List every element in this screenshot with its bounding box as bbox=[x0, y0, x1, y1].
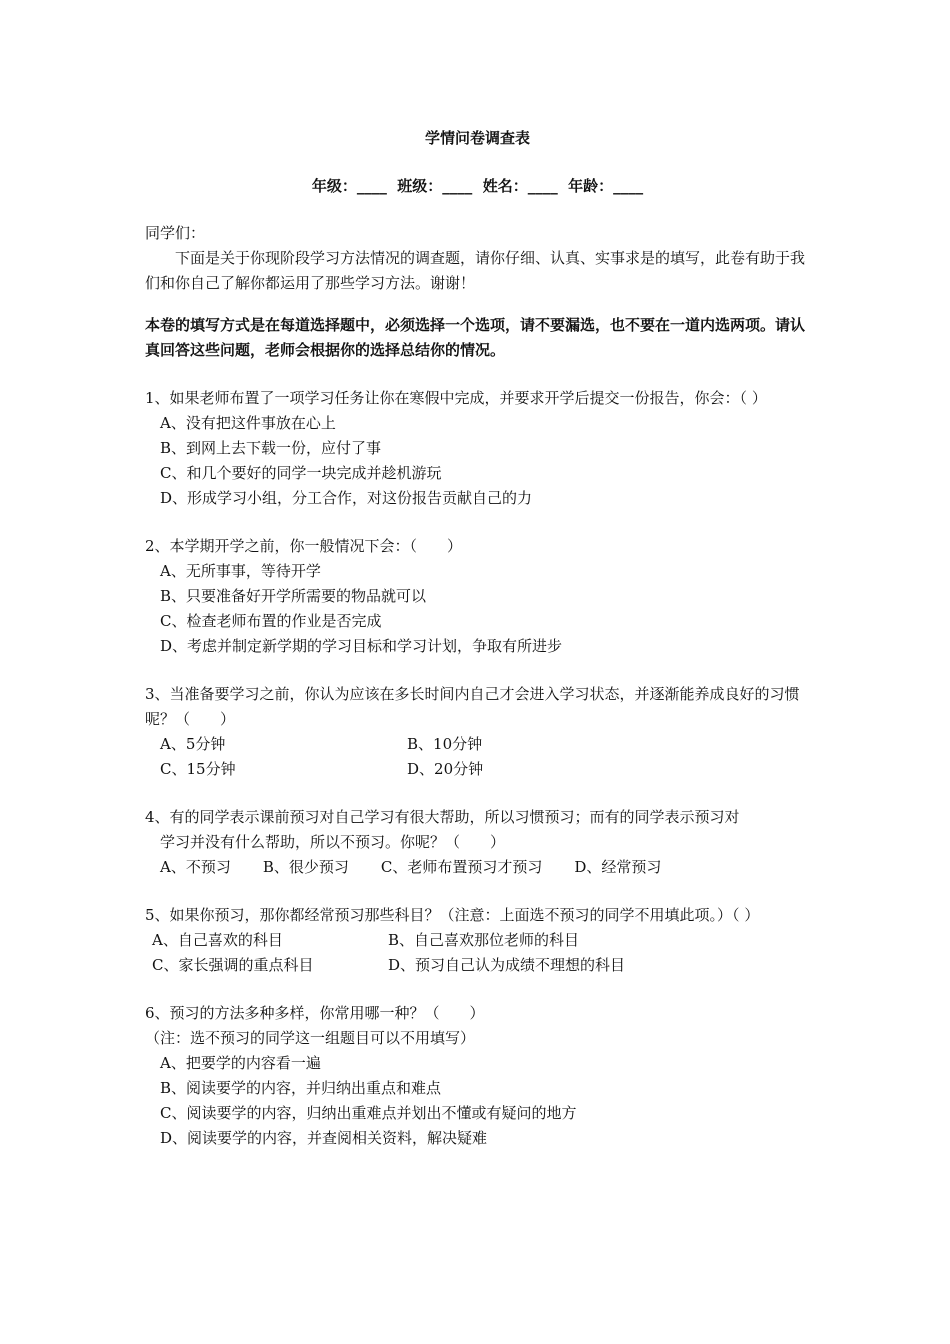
option-c: C、家长强调的重点科目 bbox=[152, 956, 314, 974]
options-row bbox=[145, 855, 810, 880]
question-text: 1、如果老师布置了一项学习任务让你在寒假中完成，并要求开学后提交一份报告，你会：（ ） bbox=[145, 389, 767, 407]
question-5 bbox=[145, 903, 810, 978]
intro-paragraph: 下面是关于你现阶段学习方法情况的调查题，请你仔细、认真、实事求是的填写，此卷有助于我们和你自己了解你都运用了那些学习方法。谢谢！ bbox=[145, 249, 806, 292]
option-b: B、10分钟 bbox=[407, 735, 483, 753]
question-text: 2、本学期开学之前，你一般情况下会：（ ） bbox=[145, 537, 463, 555]
question-2 bbox=[145, 534, 810, 659]
option-a: A、没有把这件事放在心上 bbox=[160, 414, 336, 432]
question-text-line-1: 4、有的同学表示课前预习对自己学习有很大帮助，所以习惯预习；而有的同学表示预习对 bbox=[145, 808, 740, 826]
question-4 bbox=[145, 805, 810, 880]
question-6 bbox=[145, 1001, 810, 1151]
option-a: A、无所事事，等待开学 bbox=[160, 562, 321, 580]
option-d: D、阅读要学的内容，并查阅相关资料，解决疑难 bbox=[160, 1129, 488, 1147]
page-title: 学情问卷调查表 bbox=[424, 129, 530, 147]
question-text: 3、当准备要学习之前，你认为应该在多长时间内自己才会进入学习状态，并逐渐能养成良好的习惯呢？（ ） bbox=[145, 685, 800, 728]
option-b: B、到网上去下载一份，应付了事 bbox=[160, 439, 382, 457]
option-b: B、只要准备好开学所需要的物品就可以 bbox=[160, 587, 427, 605]
student-info-line: 年级：____ 班级：____ 姓名：____ 年龄：____ bbox=[311, 177, 644, 195]
question-3 bbox=[145, 682, 810, 782]
option-b: B、很少预习 bbox=[262, 858, 349, 876]
option-c: C、15分钟 bbox=[160, 760, 236, 778]
greeting: 同学们： bbox=[145, 224, 206, 242]
question-text: 5、如果你预习，那你都经常预习那些科目？（注意：上面选不预习的同学不用填此项。）（ ） bbox=[145, 906, 760, 924]
option-d: D、20分钟 bbox=[407, 760, 484, 778]
option-d: D、预习自己认为成绩不理想的科目 bbox=[388, 956, 626, 974]
question-text: 6、预习的方法多种多样，你常用哪一种？（ ） bbox=[145, 1004, 485, 1022]
option-d: D、考虑并制定新学期的学习目标和学习计划，争取有所进步 bbox=[160, 637, 563, 655]
question-text-line-2: 学习并没有什么帮助，所以不预习。你呢？（ ） bbox=[160, 833, 506, 851]
options-row-2 bbox=[145, 953, 810, 978]
option-d: D、经常预习 bbox=[574, 858, 662, 876]
option-c: C、阅读要学的内容，归纳出重难点并划出不懂或有疑问的地方 bbox=[160, 1104, 577, 1122]
option-b: B、阅读要学的内容，并归纳出重点和难点 bbox=[160, 1079, 442, 1097]
options-row-2 bbox=[145, 757, 810, 782]
options-row-1 bbox=[145, 928, 810, 953]
option-d: D、形成学习小组，分工合作，对这份报告贡献自己的力 bbox=[160, 489, 533, 507]
option-a: A、自己喜欢的科目 bbox=[152, 931, 283, 949]
option-c: C、老师布置预习才预习 bbox=[380, 858, 543, 876]
option-a: A、把要学的内容看一遍 bbox=[160, 1054, 321, 1072]
option-c: C、检查老师布置的作业是否完成 bbox=[160, 612, 382, 630]
instruction-paragraph: 本卷的填写方式是在每道选择题中，必须选择一个选项，请不要漏选，也不要在一道内选两项。请认真回答这些问题，老师会根据你的选择总结你的情况。 bbox=[145, 316, 806, 359]
option-b: B、自己喜欢那位老师的科目 bbox=[388, 931, 580, 949]
questionnaire-page bbox=[145, 120, 810, 1151]
option-c: C、和几个要好的同学一块完成并趁机游玩 bbox=[160, 464, 442, 482]
question-1 bbox=[145, 386, 810, 511]
option-a: A、5分钟 bbox=[160, 735, 226, 753]
question-note: （注：选不预习的同学这一组题目可以不用填写） bbox=[145, 1029, 476, 1047]
option-a: A、不预习 bbox=[160, 858, 231, 876]
options-row-1 bbox=[145, 732, 810, 757]
